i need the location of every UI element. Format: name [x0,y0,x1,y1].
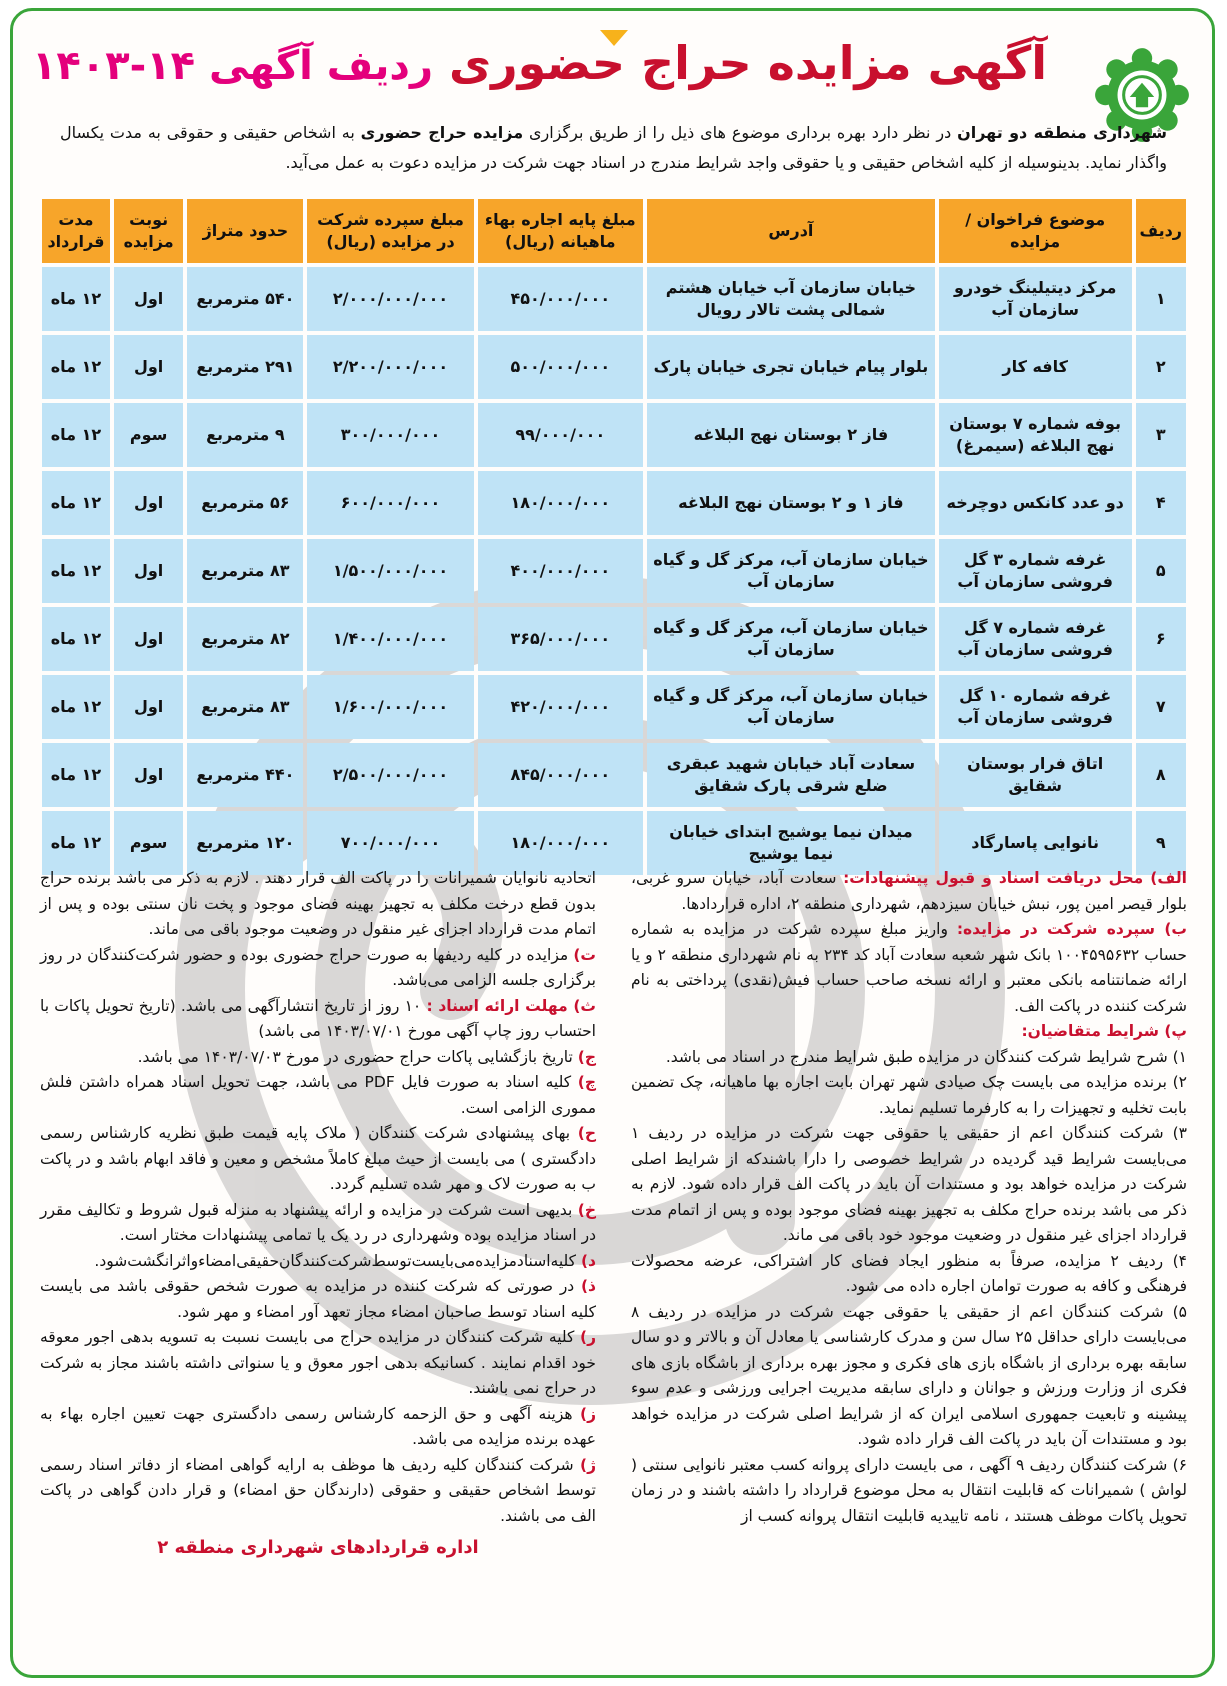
table-cell: ۱۲ ماه [42,811,110,875]
title-main: آگهی مزایده حراج حضوری [449,36,1047,90]
table-row [42,539,1186,603]
table-cell: اتاق فرار بوستان شقایق [939,743,1132,807]
title-row-number: ردیف آگهی ۱۴-۱۴۰۳ [31,43,433,89]
header-cell: مبلغ سپرده شرکت در مزایده (ریال) [307,199,473,263]
clause-label: الف) محل دریافت اسناد و قبول پیشنهادات: [843,869,1187,887]
table-cell: ۱ [1136,267,1186,331]
table-cell: ۳ [1136,403,1186,467]
table-cell: ۱۲ ماه [42,267,110,331]
table-header-row [42,199,1186,263]
table-cell: غرفه شماره ۷ گل فروشی سازمان آب [939,607,1132,671]
table-cell: خیابان سازمان آب، مرکز گل و گیاه سازمان آب [647,607,935,671]
clause-text: هزینه آگهی و حق الزحمه کارشناس رسمی دادگستری جهت تعیین اجاره بهاء به عهده برنده مزایده می باشد. [40,1404,596,1448]
table-cell: غرفه شماره ۳ گل فروشی سازمان آب [939,539,1132,603]
clause-label: د) [580,1251,596,1270]
clause-label: پ) شرایط متقاضیان: [1021,1022,1187,1040]
table-cell: خیابان سازمان آب، مرکز گل و گیاه سازمان آب [647,539,935,603]
clause-text: سعادت آباد، خیابان سرو غربی، بلوار قیصر امین پور، نبش خیابان سیزدهم، شهرداری منطقه ۲، اداره قراردادها. [631,869,1187,913]
table-cell: سوم [114,403,183,467]
header-cell: ردیف [1136,199,1186,263]
table-cell: ۸ [1136,743,1186,807]
table-cell: ۱/۵۰۰/۰۰۰/۰۰۰ [307,539,473,603]
table-cell: ۲/۲۰۰/۰۰۰/۰۰۰ [307,335,473,399]
condition-item: ۵) شرکت کنندگان اعم از حقیقی یا حقوقی جهت شرکت در مزایده در ردیف ۸ می‌بایست دارای حداقل ۲۵ سال سن و مدرک کارشناسی یا معادل آن و بالاتر و دو سال سابقه بهره برداری از باشگاه بازی های فکری و مجوز بهره برداری از باشگاه بازی های فکری از وزارت ورزش و جوانان و دارای سابقه مدیریت اجرایی ورزشی و عدم سوء پیشینه و تابعیت جمهوری اسلامی ایران که از شرایط اصلی شرکت در مزایده خواهد بود و مستندات آن باید در پاکت الف قرار داده شود. [631,1302,1187,1448]
table-cell: غرفه شماره ۱۰ گل فروشی سازمان آب [939,675,1132,739]
table-cell: دو عدد کانکس دوچرخه [939,471,1132,535]
header-cell: مدت قرارداد [42,199,110,263]
clause-text: کلیه‌اسنادمزایده‌می‌بایست‌توسط‌شرکت‌کنندگان‌حقیقی‌امضاء‌واثرانگشت‌شود. [94,1251,581,1270]
table-cell: ۱۲ ماه [42,403,110,467]
table-cell: اول [114,675,183,739]
clause-text: تاریخ بازگشایی پاکات حراج حضوری در مورخ ۱۴۰۳/۰۷/۰۳ می باشد. [137,1047,578,1066]
table-cell: نانوایی پاسارگاد [939,811,1132,875]
clause-text: مزایده در کلیه ردیفها به صورت حراج حضوری بوده و حضور شرکت‌کنندگان در روز برگزاری جلسه الزامی می‌باشد. [40,945,596,989]
table-row [42,403,1186,467]
table-cell: اول [114,539,183,603]
table-cell: ۲/۵۰۰/۰۰۰/۰۰۰ [307,743,473,807]
table-cell: فاز ۱ و ۲ بوستان نهج البلاغه [647,471,935,535]
table-cell: ۵۶ مترمربع [187,471,303,535]
table-cell: کافه کار [939,335,1132,399]
table-cell: بوفه شماره ۷ بوستان نهج البلاغه (سیمرغ) [939,403,1132,467]
table-row [42,267,1186,331]
clause-text: کلیه شرکت کنندگان در مزایده حراج می بایست نسبت به تسویه بدهی اجور معوقه خود اقدام نمایند . کسانیکه بدهی اجور معوق و یا سنواتی داشته باشند مجاز به شرکت در حراج نمی باشند. [40,1328,596,1397]
header-cell: نوبت مزایده [114,199,183,263]
condition-item: ۴) ردیف ۲ مزایده، صرفاً به منظور ایجاد فضای کار اشتراکی، عرضه محصولات فرهنگی و کافه به صورت توامان اجاره داده می شود. [631,1251,1187,1295]
table-cell: ۱۲ ماه [42,743,110,807]
table-row [42,471,1186,535]
clause-label: ز) [579,1404,596,1423]
condition-item: ۱) شرح شرایط شرکت کنندگان در مزایده طبق شرایط مندرج در اسناد می باشد. [665,1047,1187,1066]
condition-item: ۶) شرکت کنندگان ردیف ۹ آگهی ، می بایست دارای پروانه کسب معتبر نانوایی سنتی ( لواش ) شمیرانات که قابلیت انتقال به محل موضوع قرارداد را داشته باشند و در زمان تحویل پاکات موظف هستند ، نامه تاییدیه قابلیت انتقال پروانه کسب از [631,1455,1187,1525]
clause-label: ت) [573,945,596,964]
table-cell: ۴۲۰/۰۰۰/۰۰۰ [478,675,643,739]
table-cell: ۵۴۰ مترمربع [187,267,303,331]
table-cell: ۱۸۰/۰۰۰/۰۰۰ [478,471,643,535]
table-row [42,743,1186,807]
table-cell: ۱۲ ماه [42,675,110,739]
conditions-section [40,866,1187,1646]
table-cell: ۸۲ مترمربع [187,607,303,671]
header-cell: حدود متراژ [187,199,303,263]
clause-label: ث) مهلت ارائه اسناد : [426,996,596,1015]
intro-org: شهرداری منطقه دو تهران [957,123,1168,142]
table-cell: ۳۰۰/۰۰۰/۰۰۰ [307,403,473,467]
table-cell: ۸۳ مترمربع [187,675,303,739]
table-cell: ۴۵۰/۰۰۰/۰۰۰ [478,267,643,331]
table-cell: ۶۰۰/۰۰۰/۰۰۰ [307,471,473,535]
table-cell: ۴ [1136,471,1186,535]
table-cell: اول [114,267,183,331]
clause-label: ذ) [580,1277,596,1295]
clause-label: ح) [577,1124,596,1142]
table-cell: ۱۲۰ مترمربع [187,811,303,875]
table-cell: ۱۲ ماه [42,471,110,535]
table-cell: مرکز دیتیلینگ خودرو سازمان آب [939,267,1132,331]
table-cell: ۹ مترمربع [187,403,303,467]
table-cell: اول [114,335,183,399]
clause-text: واریز مبلغ سپرده شرکت در مزایده به شماره حساب ۱۰۰۴۵۹۵۶۳۲ بانک شهر شعبه سعادت آباد کد ۲۳۴ به نام شهرداری منطقه ۲ و یا ارائه ضمانتنامه بانکی معتبر و ارائه نسخه صاحب حساب فیش(نقدی) پرداختی به نام شرکت کننده در پاکت الف. [631,920,1187,1015]
table-cell: ۵ [1136,539,1186,603]
table-cell: ۱/۴۰۰/۰۰۰/۰۰۰ [307,607,473,671]
intro-bold-1: مزایده حراج حضوری [360,123,524,142]
table-cell: خیابان سازمان آب، مرکز گل و گیاه سازمان آب [647,675,935,739]
table-cell: ۲/۰۰۰/۰۰۰/۰۰۰ [307,267,473,331]
intro-text-2: به اشخاص حقیقی و حقوقی به مدت یکسال واگذار نماید. بدینوسیله از کلیه اشخاص حقیقی و یا حقوقی واجد شرایط مندرج در اسناد جهت شرکت در مزایده دعوت به عمل می‌آید. [60,123,1167,172]
clause-text: ۱۰ روز از تاریخ انتشارآگهی می باشد. (تاریخ تحویل پاکات با احتساب روز چاپ آگهی مورخ ۱۴۰۳/۰۷/۰۱ می باشد) [40,996,596,1040]
clause-text: در صورتی که شرکت کننده در مزایده به صورت شخص حقوقی باشد می بایست کلیه اسناد توسط صاحبان امضاء مجاز تعهد آور امضاء و مهر شود. [40,1277,596,1321]
condition-item: ۲) برنده مزایده می بایست چک صیادی شهر تهران بابت اجاره بها ماهیانه، چک تضمین بابت تخلیه و تجهیزات را به کارفرما تسلیم نماید. [631,1073,1187,1117]
condition-item: ۳) شرکت کنندگان اعم از حقیقی یا حقوقی جهت شرکت در مزایده در ردیف ۱ می‌بایست شرایط قید گردیده در شرایط خصوصی را دارا باشندکه از شرایط اصلی شرکت در مزایده خواهد بود و مستندات آن باید در پاکت الف قرار داده شود. لازم به ذکر می باشد برنده حراج مکلف به تجهیز بهینه فضای موجود بوده و پس از اتمام مدت قرارداد اجزای غیر منقول در وضعیت موجود خود باقی می ماند. [631,1124,1187,1244]
table-cell: فاز ۲ بوستان نهج البلاغه [647,403,935,467]
header-cell: مبلغ پایه اجاره بهاء ماهیانه (ریال) [478,199,643,263]
clause-label: ژ) [579,1455,596,1474]
table-cell: ۱۲ ماه [42,539,110,603]
clause-label: خ) [577,1200,596,1219]
clause-text: بهای پیشنهادی شرکت کنندگان ( ملاک پایه قیمت طبق نظریه کارشناس رسمی دادگستری ) می بایست از حیث مبلغ کاملاً مشخص و معین و فاقد ابهام باشد و در پاکت ب به صورت لاک و مهر شده تسلیم گردد. [40,1124,596,1193]
table-row [42,675,1186,739]
table-cell: ۶ [1136,607,1186,671]
table-cell: ۴۰۰/۰۰۰/۰۰۰ [478,539,643,603]
table-cell: ۱۲ ماه [42,335,110,399]
header-cell: موضوع فراخوان / مزایده [939,199,1132,263]
table-cell: بلوار پیام خیابان تجری خیابان پارک [647,335,935,399]
ad-title [31,36,1047,90]
table-row [42,607,1186,671]
table-cell: ۱۲ ماه [42,607,110,671]
clause-label: چ) [577,1073,596,1091]
clause-text: بدیهی است شرکت در مزایده و ارائه پیشنهاد به منزله قبول شروط و تکالیف مقرر در اسناد مزایده بوده وشهرداری در رد یک یا تمامی پیشنهادات مختار است. [40,1200,596,1244]
table-cell: سعادت آباد خیابان شهید عبقری ضلع شرقی پارک شقایق [647,743,935,807]
conditions-right-column [631,866,1187,1529]
clause-text: شرکت کنندگان کلیه ردیف ها موظف به ارایه گواهی امضاء از دفاتر اسناد رسمی توسط اشخاص حقیقی و حقوقی (دارندگان حق امضاء) و قرار دادن گواهی در پاکت الف می باشند. [40,1455,596,1525]
signature-line: اداره قراردادهای شهرداری منطقه ۲ [157,1537,479,1558]
table-row [42,335,1186,399]
table-cell: ۷ [1136,675,1186,739]
table-cell: ۹ [1136,811,1186,875]
table-cell: ۲۹۱ مترمربع [187,335,303,399]
table-cell: اول [114,743,183,807]
intro-text-1: در نظر دارد بهره برداری موضوع های ذیل را از طریق برگزاری [523,123,958,142]
table-cell: سوم [114,811,183,875]
table-cell: خیابان سازمان آب خیابان هشتم شمالی پشت تالار رویال [647,267,935,331]
auction-table [38,195,1190,879]
table-cell: میدان نیما یوشیج ابتدای خیابان نیما یوشیج [647,811,935,875]
table-cell: ۳۶۵/۰۰۰/۰۰۰ [478,607,643,671]
table-cell: اول [114,471,183,535]
table-cell: ۸۳ مترمربع [187,539,303,603]
clause-label: ر) [579,1328,596,1346]
table-cell: ۴۴۰ مترمربع [187,743,303,807]
table-cell: ۸۴۵/۰۰۰/۰۰۰ [478,743,643,807]
intro-paragraph [60,118,1167,178]
clause-label: ب) سپرده شرکت در مزایده: [956,920,1187,938]
table-cell: ۵۰۰/۰۰۰/۰۰۰ [478,335,643,399]
clause-text: اتحادیه نانوایان شمیرانات را در پاکت الف قرار دهند . لازم به ذکر می باشد برنده حراج بدون قطع درخت مکلف به تجهیز بهینه فضای موجود و پخت نان سنتی بوده و پس از اتمام مدت قرارداد اجزای غیر منقول در وضعیت موجود باقی می ماند. [40,869,596,938]
table-cell: اول [114,607,183,671]
conditions-left-column [40,866,596,1561]
table-cell: ۹۹/۰۰۰/۰۰۰ [478,403,643,467]
table-cell: ۲ [1136,335,1186,399]
clause-text: کلیه اسناد به صورت فایل PDF می باشد، جهت تحویل اسناد همراه داشتن فلش مموری الزامی است. [40,1073,596,1117]
table-cell: ۷۰۰/۰۰۰/۰۰۰ [307,811,473,875]
header-cell: آدرس [647,199,935,263]
table-cell: ۱۸۰/۰۰۰/۰۰۰ [478,811,643,875]
table-cell: ۱/۶۰۰/۰۰۰/۰۰۰ [307,675,473,739]
clause-label: ج) [577,1047,596,1066]
